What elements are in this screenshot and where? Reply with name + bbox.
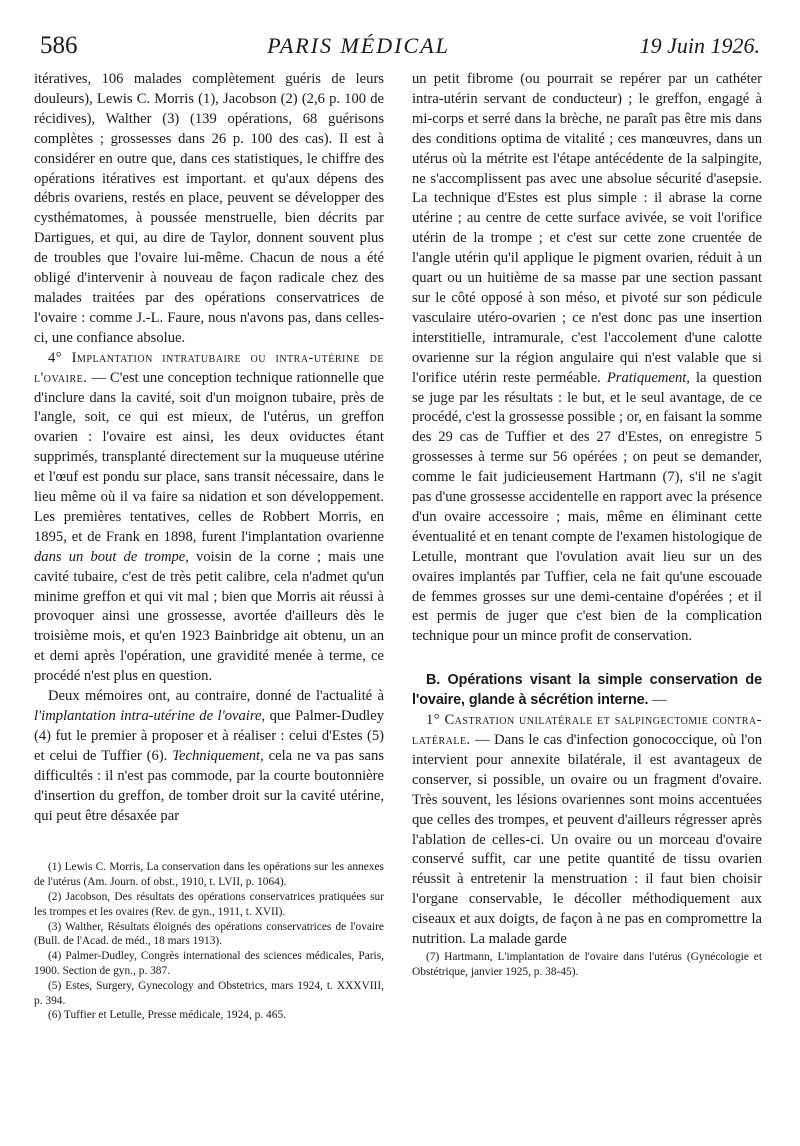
- paragraph-text: — C'est une conception technique rationnelle que d'inclure dans la cavité, soit d'un moignon tubaire, près de l'angle, soit, ce qui est mieux, de l'utérus, un greffon ovarien : l'ovaire est ainsi, les deux oviductes étant supprimés, transplanté directement sur la muqueuse utérine et l'œuf est pondu sur place, sans transit nécessaire, dans le lieu même où il va faire sa nidation et son développement. Les premières tentatives, celles de Robbert Morris, en 1895, et de Frank en 1898, furent l'implantation ovarienne: [34, 369, 384, 545]
- footnote: (6) Tuffier et Letulle, Presse médicale, 1924, p. 465.: [48, 1009, 286, 1022]
- left-column: [34, 70, 384, 1023]
- paragraph: [412, 70, 762, 647]
- paragraph-text: un petit fibrome (ou pourrait se repérer par un cathéter intra-utérin servant de conducteur) ; le greffon, engagé à mi-corps et serré dans la brèche, ne paraît pas être mis dans des conditions optima de vitalité ; ces manœuvres, dans un utérus où la métrite est l'étape antécédente de la salpingite, ne s'accomplissent pas avec une absolue sécurité d'asepsie. La technique d'Estes est plus simple : il abrase la corne utérine ; au centre de cette surface avivée, se voit l'orifice utérin de la trompe ; et c'est sur cette zone cruentée de l'angle utérin qu'il applique le pigment ovarien, réduit à un quart ou un huitième de sa masse par une section passant sur le côté opposé à son méso, et pivoté sur son pédicule vasculaire utéro-ovarien ; ce n'est donc pas une insertion interstitielle, intramurale, c'est l'accolement d'une calotte ovarienne sur la région angulaire qui n'est valable que si l'orifice utérin reste perméable.: [412, 71, 762, 386]
- paragraph-text: la question se juge par les résultats : le but, et le seul avantage, de ce procédé, c'est la grossesse possible ; or, en faisant la somme des 29 cas de Tuffier et des 27 d'Estes, on enregistre 5 grossesses à terme sur 56 opérées ; on peut se demander, comme le fait judicieusement Hartmann (7), s'il ne s'agit pas d'une grossesse accidentelle en rapport avec la présence d'un ovaire accessoire ; mais, même en éliminant cette éventualité et en tenant compte de l'examen histologique de Letulle, montrant que l'ovulation avait lieu sur un des ovaires implantés par Tuffier, cela ne fait qu'une escouade de femmes grosses sur une demi-centaine d'opérées ; et il est permis de juger que c'est bien de la complication technique pour un mince profit de conservation.: [412, 369, 762, 645]
- footnote: (3) Walther, Résultats éloignés des opérations conservatrices de l'ovaire (Bull. de l'Acad. de méd., 18 mars 1913).: [34, 920, 384, 948]
- italic-text: Techniquement,: [172, 747, 264, 764]
- footnote: (4) Palmer-Dudley, Congrès international des sciences médicales, Paris, 1900. Section de gyn., p. 387.: [34, 950, 384, 978]
- paragraph-text: Deux mémoires ont, au contraire, donné de l'actualité à: [48, 688, 384, 705]
- section-dash: —: [648, 692, 667, 709]
- italic-text: Pratiquement,: [606, 369, 690, 386]
- page-number: 586: [40, 32, 78, 59]
- journal-title: PARIS MÉDICAL: [267, 33, 450, 58]
- footnote: (1) Lewis C. Morris, La conservation dans les opérations sur les annexes de l'utérus (Am. Journ. of obst., 1910, t. LVII, p. 1064).: [34, 861, 384, 889]
- paragraph-text: voisin de la corne ; mais une cavité tubaire, c'est de très petit calibre, cela n'admet qu'un minime greffon et qui vit mal ; bien que Morris ait réussi à provoquer ainsi une grossesse, avortée d'ailleurs dès le troisième mois, et qu'en 1923 Bainbridge ait obtenu, un an et demi après l'opération, une gravidité menée à terme, ce procédé n'est plus en question.: [34, 548, 384, 685]
- footnote: (2) Jacobson, Des résultats des opérations conservatrices pratiquées sur les trompes et les ovaires (Rev. de gyn., 1911, t. XVII).: [34, 891, 384, 918]
- paragraph: [412, 711, 762, 950]
- issue-date: 19 Juin 1926.: [639, 33, 760, 58]
- section-title: [412, 671, 762, 711]
- subsection-heading: 1° Castration unilatérale et salpingectomie contra-latérale.: [412, 712, 762, 748]
- paragraph: [34, 687, 384, 826]
- paragraph-text: — Dans le cas d'infection gonococcique, où l'on intervient pour annexite bilatérale, il est avantageux de conserver, si possible, un ovaire ou un fragment d'ovaire. Très souvent, les lésions ovariennes sont moins accentuées que celles des trompes, et peuvent d'ailleurs régresser après l'ablation de celles-ci. Un ovaire ou un morceau d'ovaire conservé suffit, car une petite quantité de tissu ovarien réussit à entretenir la menstruation : il faut bien choisir l'organe conservable, le décoller méthodiquement aux ciseaux et aux doigts, de façon à ne pas en compromettre la nutrition. La malade garde: [412, 732, 762, 948]
- italic-text: l'implantation intra-utérine de l'ovaire,: [34, 708, 266, 724]
- page-header: [40, 32, 760, 66]
- paragraph: itératives, 106 malades complètement guéris de leurs douleurs), Lewis C. Morris (1), Jacobson (2) (2,6 p. 100 de récidives), Walther (3) (139 opérations, 68 guérisons complètes ; grossesses dans 26 p. 100 des cas). Il est à considérer en outre que, dans ces statistiques, le chiffre des opérations itératives est important. et qu'aux dépens des débris ovariens, restés en place, peuvent se développer des cysthématomes, à poussée menstruelle, bien décrits par Dartigues, et qui, au dire de Taylor, donnent souvent plus de troubles que l'ovaire lui-même. Chacun de nous a été obligé d'intervenir à nouveau de façon radicale chez des malades traitées par des opérations conservatrices de l'ovaire : comme J.-L. Faure, nous n'avons pas, dans celles-ci, une confiance absolue.: [34, 71, 384, 346]
- footnote: (7) Hartmann, L'implantation de l'ovaire dans l'utérus (Gynécologie et Obstétrique, janvier 1925, p. 38-45).: [412, 950, 762, 978]
- paragraph-text: cela ne va pas sans difficultés : il n'est pas commode, par la courte boutonnière d'insertion du greffon, de tomber droit sur la cavité utérine, qui peut être désaxée par: [34, 747, 384, 824]
- footnote: (5) Estes, Surgery, Gynecology and Obstetrics, mars 1924, t. XXXVIII, p. 394.: [34, 979, 384, 1007]
- italic-text: dans un bout de trompe,: [34, 548, 189, 565]
- paragraph-text: que Palmer-Dudley (4) fut le premier à proposer et à réaliser : celui d'Estes (5) et celui de Tuffier (6).: [34, 708, 384, 764]
- footnotes: [34, 860, 384, 1023]
- right-column: [412, 70, 762, 980]
- subsection-heading: 4° Implantation intratubaire ou intra-utérine de l'ovaire.: [34, 349, 384, 386]
- paragraph: [34, 349, 384, 687]
- section-title-text: B. Opérations visant la simple conservation de l'ovaire, glande à sécrétion interne.: [412, 672, 762, 709]
